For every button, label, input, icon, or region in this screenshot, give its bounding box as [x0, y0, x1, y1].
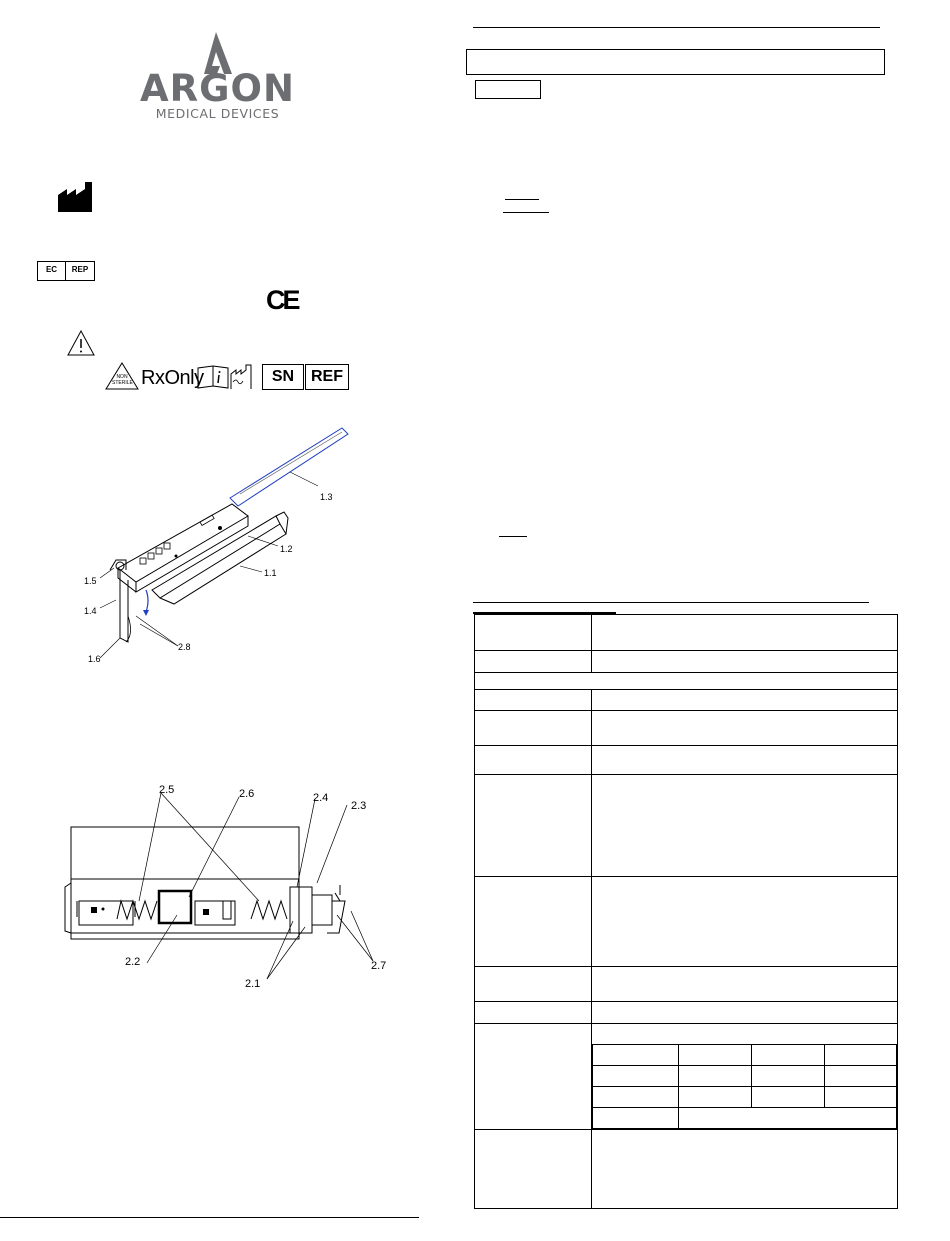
- label-1-4: 1.4: [84, 606, 97, 616]
- non-sterile-symbol: [105, 362, 139, 390]
- logo-brand-name: ARGON: [140, 67, 295, 110]
- underline-mark-1: [505, 199, 539, 200]
- reference-symbol: REF: [305, 364, 349, 390]
- instructions-book-icon: [197, 364, 229, 390]
- manufacturer-icon: [57, 181, 95, 213]
- caution-icon: [67, 330, 95, 356]
- label-2-8: 2.8: [178, 642, 191, 652]
- nested-row: [593, 1087, 897, 1108]
- table-row: [475, 967, 898, 1002]
- ec-rep-symbol: [37, 261, 95, 281]
- underline-mark-3: [499, 536, 527, 537]
- nested-size-table: [592, 1044, 897, 1129]
- table-row-nested: [475, 1024, 898, 1130]
- left-footer-rule: [0, 1217, 419, 1218]
- right-top-rule: [473, 27, 880, 28]
- section-tag-box: [475, 80, 541, 99]
- underline-mark-2: [503, 212, 549, 213]
- label-1-2: 1.2: [280, 544, 293, 554]
- table-row: [475, 651, 898, 673]
- table-row: [475, 746, 898, 775]
- nested-row: [593, 1045, 897, 1066]
- label-2-6: 2.6: [239, 788, 255, 800]
- table-row: [475, 711, 898, 746]
- date-of-manufacture-icon: [230, 364, 260, 390]
- label-2-5: 2.5: [159, 784, 175, 796]
- label-2-2: 2.2: [125, 956, 141, 968]
- table-row: [475, 775, 898, 877]
- argon-logo: [140, 26, 295, 126]
- label-2-4: 2.4: [313, 792, 329, 804]
- ec-label: EC: [45, 265, 58, 274]
- spring-left: [117, 901, 157, 919]
- figure-mechanism-detail: [55, 783, 405, 993]
- rep-label: REP: [71, 265, 89, 274]
- spring-right: [251, 901, 287, 919]
- table-row: [475, 1002, 898, 1024]
- channel-part: [152, 516, 280, 598]
- ce-mark: CE: [266, 285, 298, 315]
- table-row: [475, 877, 898, 967]
- table-row: [475, 615, 898, 651]
- rx-only-symbol: RxOnly: [141, 367, 204, 389]
- label-1-1: 1.1: [264, 568, 277, 578]
- non-sterile-label: NON STERILE: [112, 374, 133, 386]
- label-2-7: 2.7: [371, 960, 387, 972]
- nested-row: [593, 1108, 897, 1129]
- table-row: [475, 690, 898, 711]
- label-2-3: 2.3: [351, 800, 367, 812]
- serial-number-symbol: SN: [262, 364, 304, 390]
- table-row: [475, 1130, 898, 1209]
- specification-table: [474, 614, 898, 1209]
- spec-section-rule: [473, 602, 869, 603]
- label-1-6: 1.6: [88, 654, 101, 664]
- label-1-3: 1.3: [320, 492, 333, 502]
- logo-tagline: MEDICAL DEVICES: [155, 106, 280, 121]
- figure-device-overview: [80, 420, 360, 670]
- rotation-arrow: [146, 590, 148, 612]
- table-row-spanning: [475, 673, 898, 690]
- title-banner-box: [466, 49, 885, 75]
- label-1-5: 1.5: [84, 576, 97, 586]
- nested-row: [593, 1066, 897, 1087]
- label-2-1: 2.1: [245, 978, 261, 990]
